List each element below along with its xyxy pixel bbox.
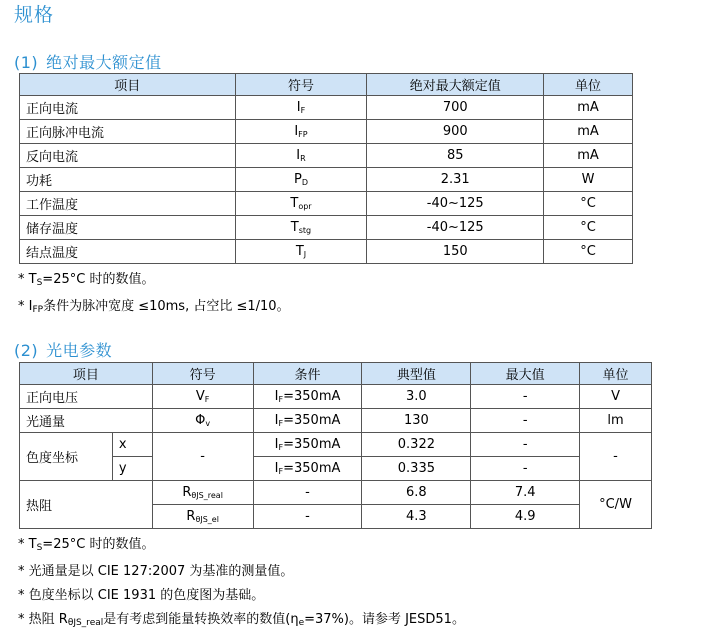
row-name: 功耗: [20, 168, 236, 192]
table-row: [20, 192, 633, 216]
absolute-max-ratings-table: [19, 73, 633, 264]
table-row: [20, 96, 633, 120]
header-symbol: 符号: [152, 363, 253, 385]
header-max: 最大值: [471, 363, 580, 385]
table-row: [20, 240, 633, 264]
note-line: * 热阻 RθJS_real是有考虑到能量转换效率的数值(ηe=37%)。请参考 JESD51。: [18, 612, 465, 628]
note-line: * 光通量是以 CIE 127:2007 为基准的测量值。: [18, 564, 294, 579]
row-symbol: Φv: [152, 409, 253, 433]
row-name: 结点温度: [20, 240, 236, 264]
electro-optical-table: [19, 362, 652, 529]
row-condition: IF=350mA: [253, 457, 362, 481]
row-value: 900: [367, 120, 544, 144]
note-line: * TS=25°C 时的数值。: [18, 537, 155, 553]
header-unit: 单位: [544, 74, 633, 96]
section-1-number: (1): [14, 53, 39, 72]
row-name: 正向电流: [20, 96, 236, 120]
header-max-rating: 绝对最大额定值: [367, 74, 544, 96]
row-value: 85: [367, 144, 544, 168]
note-line: * TS=25°C 时的数值。: [18, 272, 155, 288]
table-header-row: [20, 74, 633, 96]
row-typical: 0.335: [362, 457, 471, 481]
row-symbol: Topr: [235, 192, 367, 216]
table-row: [20, 120, 633, 144]
row-max: -: [471, 409, 580, 433]
row-unit: °C: [544, 192, 633, 216]
row-name: 热阻: [20, 481, 153, 529]
row-symbol: IFP: [235, 120, 367, 144]
row-max: 7.4: [471, 481, 580, 505]
table-row: [20, 168, 633, 192]
row-max: -: [471, 385, 580, 409]
row-max: -: [471, 433, 580, 457]
row-name: 色度坐标: [20, 433, 113, 481]
row-unit: °C: [544, 240, 633, 264]
row-name: 工作温度: [20, 192, 236, 216]
header-symbol: 符号: [235, 74, 367, 96]
row-unit: lm: [580, 409, 652, 433]
table-row: [20, 385, 652, 409]
row-value: 700: [367, 96, 544, 120]
header-unit: 单位: [580, 363, 652, 385]
row-name: 反向电流: [20, 144, 236, 168]
table-header-row: [20, 363, 652, 385]
row-unit: W: [544, 168, 633, 192]
row-unit: mA: [544, 144, 633, 168]
row-symbol: RθJS_el: [152, 505, 253, 529]
header-item: 项目: [20, 363, 153, 385]
row-name: 正向电压: [20, 385, 153, 409]
row-unit: mA: [544, 120, 633, 144]
table-row: [20, 457, 652, 481]
row-value: 2.31: [367, 168, 544, 192]
row-symbol: -: [152, 433, 253, 481]
header-typical: 典型值: [362, 363, 471, 385]
section-2-label: 光电参数: [46, 341, 113, 360]
section-2-number: (2): [14, 341, 39, 360]
note-line: * IFP条件为脉冲宽度 ≤10ms, 占空比 ≤1/10。: [18, 299, 290, 315]
row-name: 正向脉冲电流: [20, 120, 236, 144]
row-symbol: TJ: [235, 240, 367, 264]
row-symbol: IR: [235, 144, 367, 168]
row-symbol: RθJS_real: [152, 481, 253, 505]
row-condition: -: [253, 481, 362, 505]
note-line: * 色度坐标以 CIE 1931 的色度图为基础。: [18, 588, 265, 603]
row-symbol: VF: [152, 385, 253, 409]
section-2-title: [14, 338, 112, 361]
row-sub-label: x: [112, 433, 152, 457]
row-condition: IF=350mA: [253, 385, 362, 409]
row-value: 150: [367, 240, 544, 264]
row-max: 4.9: [471, 505, 580, 529]
row-typical: 0.322: [362, 433, 471, 457]
row-symbol: PD: [235, 168, 367, 192]
row-unit: V: [580, 385, 652, 409]
section-1-title: [14, 50, 162, 73]
table-row: [20, 216, 633, 240]
row-value: -40~125: [367, 192, 544, 216]
row-value: -40~125: [367, 216, 544, 240]
header-condition: 条件: [253, 363, 362, 385]
table-row: [20, 481, 652, 505]
row-sub-label: y: [112, 457, 152, 481]
table-row: [20, 409, 652, 433]
table-row: [20, 144, 633, 168]
section-1-notes: [18, 268, 290, 322]
row-max: -: [471, 457, 580, 481]
row-name: 光通量: [20, 409, 153, 433]
row-unit: °C: [544, 216, 633, 240]
row-typical: 130: [362, 409, 471, 433]
row-condition: -: [253, 505, 362, 529]
row-unit: mA: [544, 96, 633, 120]
section-1-label: 绝对最大额定值: [46, 53, 162, 72]
row-typical: 6.8: [362, 481, 471, 505]
row-name: 储存温度: [20, 216, 236, 240]
row-unit: -: [580, 433, 652, 481]
row-condition: IF=350mA: [253, 433, 362, 457]
row-unit: °C/W: [580, 481, 652, 529]
table-row: [20, 433, 652, 457]
section-2-notes: [18, 533, 465, 635]
row-symbol: Tstg: [235, 216, 367, 240]
row-condition: IF=350mA: [253, 409, 362, 433]
header-item: 项目: [20, 74, 236, 96]
row-typical: 3.0: [362, 385, 471, 409]
page-title: 规格: [14, 4, 55, 26]
row-typical: 4.3: [362, 505, 471, 529]
row-symbol: IF: [235, 96, 367, 120]
